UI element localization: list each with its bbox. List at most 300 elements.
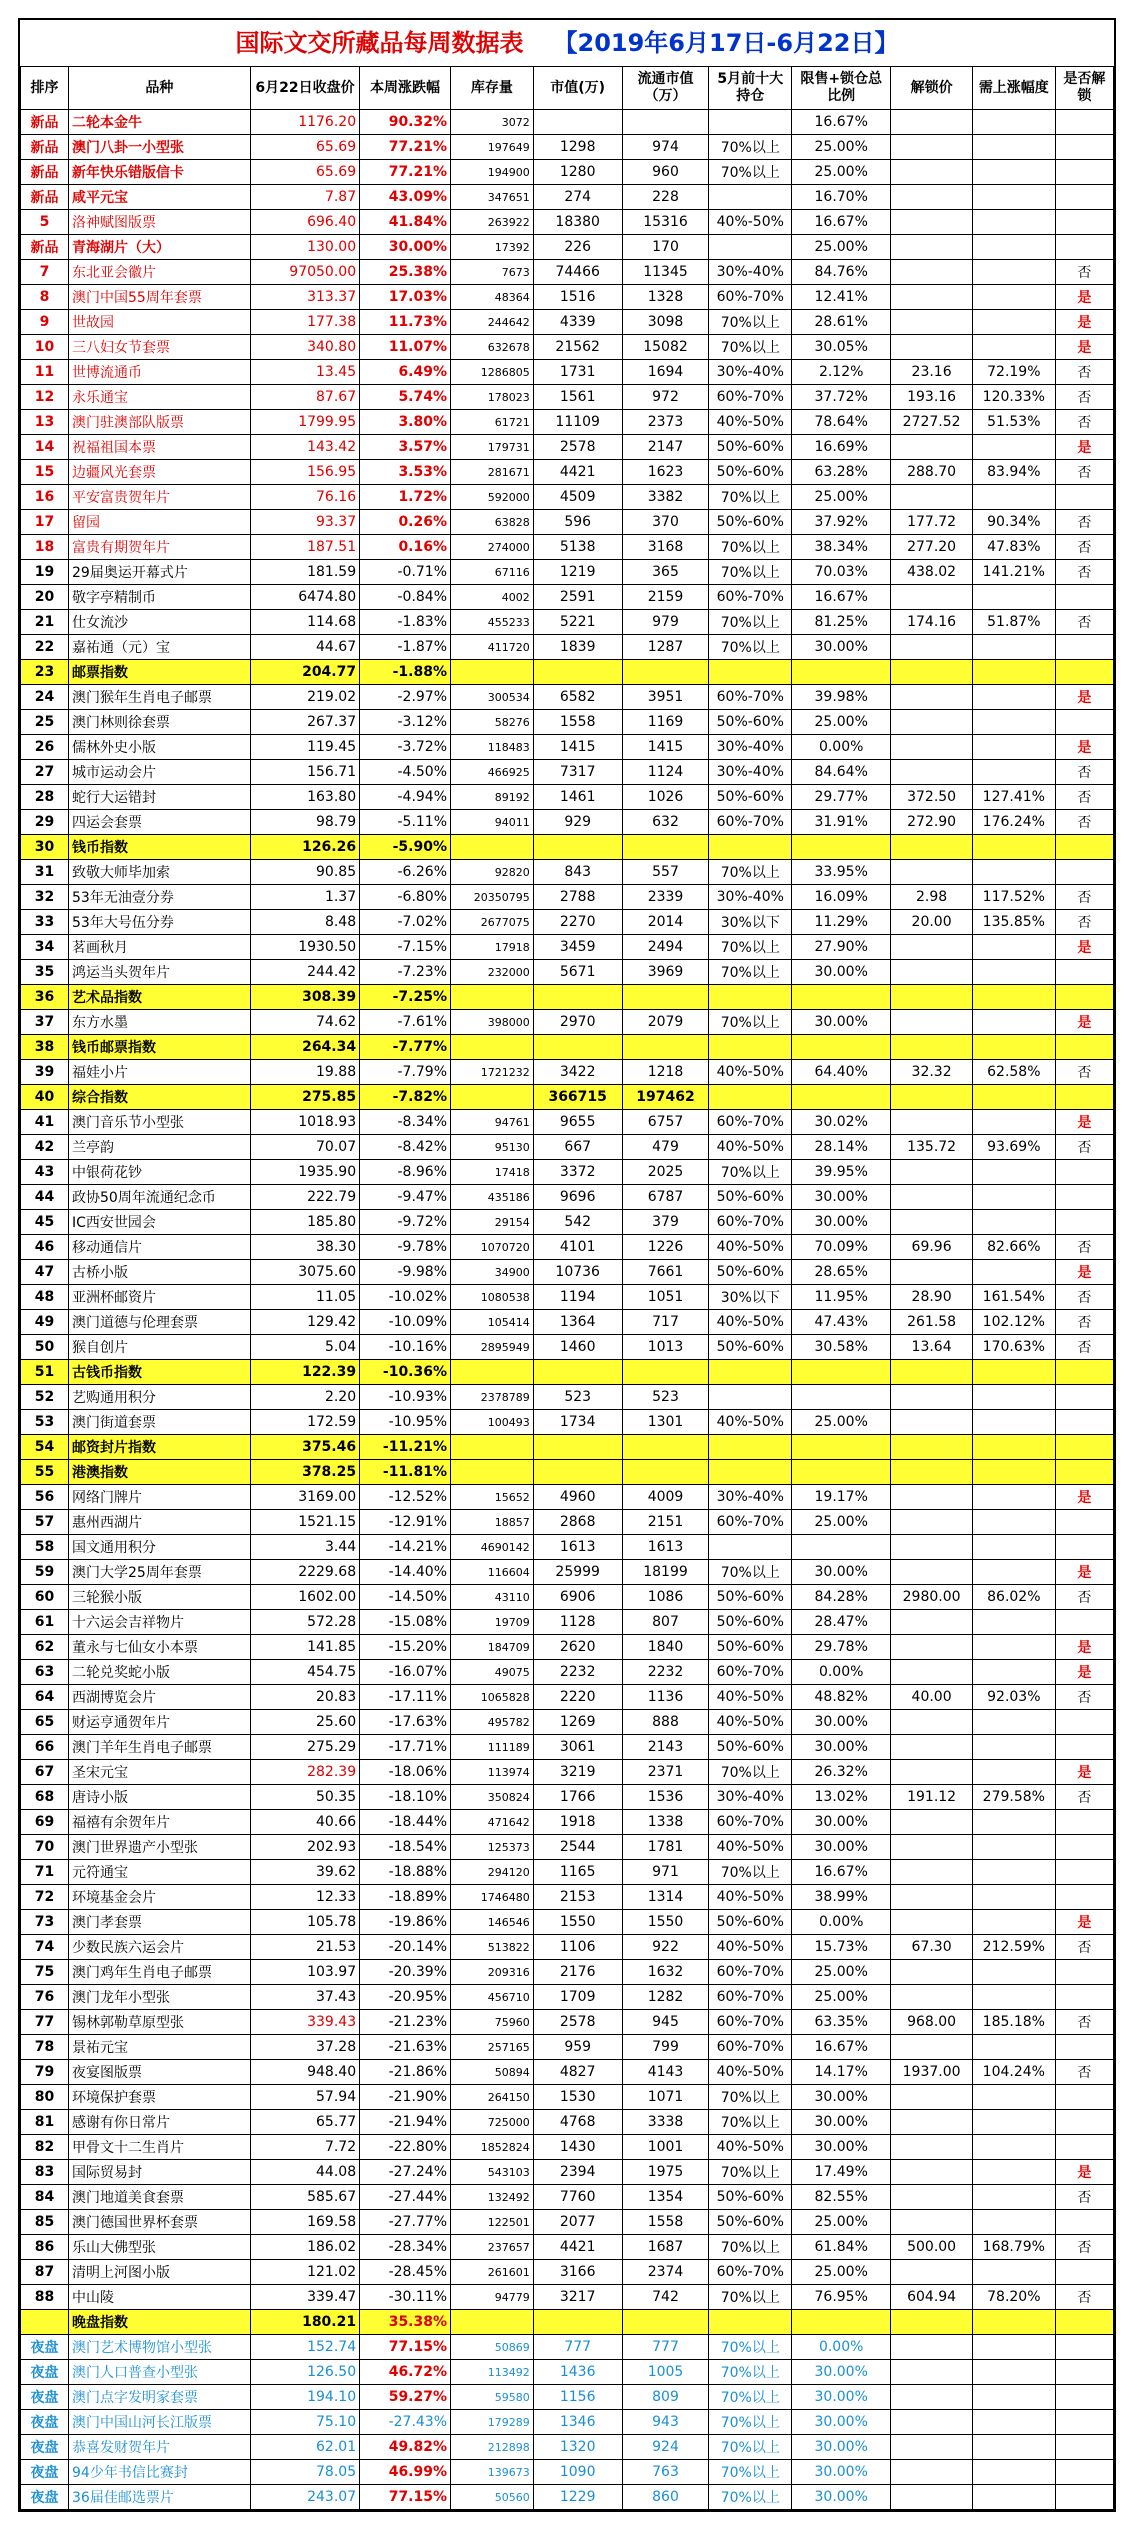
cell-name: 澳门羊年生肖电子邮票	[69, 1735, 251, 1760]
cell-top10-holdings: 70%以上	[709, 2435, 792, 2460]
cell-top10-holdings: 70%以上	[709, 2160, 792, 2185]
cell-top10-holdings: 70%以上	[709, 135, 792, 160]
cell-rank: 8	[21, 285, 69, 310]
cell-needed-rise: 51.53%	[972, 410, 1055, 435]
cell-close-price: 1930.50	[250, 935, 359, 960]
cell-name: 富贵有期贺年片	[69, 535, 251, 560]
cell-float-cap: 170	[622, 235, 709, 260]
cell-weekly-change: -7.15%	[360, 935, 451, 960]
cell-needed-rise	[972, 1760, 1055, 1785]
cell-lock-ratio: 17.49%	[792, 2160, 891, 2185]
cell-close-price: 21.53	[250, 1935, 359, 1960]
cell-stock: 113492	[451, 2360, 534, 2385]
cell-rank: 11	[21, 360, 69, 385]
cell-rank: 72	[21, 1885, 69, 1910]
table-row	[21, 1885, 1114, 1910]
cell-needed-rise: 127.41%	[972, 785, 1055, 810]
cell-unlock-price	[891, 2310, 973, 2335]
cell-market-cap: 2620	[533, 1635, 622, 1660]
cell-weekly-change: -11.81%	[360, 1460, 451, 1485]
cell-market-cap: 2270	[533, 910, 622, 935]
cell-market-cap: 1460	[533, 1335, 622, 1360]
table-row	[21, 585, 1114, 610]
cell-needed-rise: 78.20%	[972, 2285, 1055, 2310]
cell-unlock-price: 968.00	[891, 2010, 973, 2035]
cell-lock-ratio: 30.00%	[792, 2410, 891, 2435]
cell-stock: 1286805	[451, 360, 534, 385]
cell-name: 祝福祖国本票	[69, 435, 251, 460]
cell-needed-rise: 135.85%	[972, 910, 1055, 935]
cell-top10-holdings: 40%-50%	[709, 1835, 792, 1860]
cell-unlocked: 否	[1055, 460, 1113, 485]
cell-unlock-price	[891, 2435, 973, 2460]
cell-float-cap: 2143	[622, 1735, 709, 1760]
cell-unlock-price	[891, 2185, 973, 2210]
cell-needed-rise	[972, 2360, 1055, 2385]
cell-stock: 94779	[451, 2285, 534, 2310]
cell-stock: 125373	[451, 1835, 534, 1860]
cell-float-cap: 1026	[622, 785, 709, 810]
cell-weekly-change: -19.86%	[360, 1910, 451, 1935]
cell-market-cap: 1839	[533, 635, 622, 660]
cell-needed-rise	[972, 1885, 1055, 1910]
cell-close-price: 1935.90	[250, 1160, 359, 1185]
table-row	[21, 485, 1114, 510]
cell-market-cap: 523	[533, 1385, 622, 1410]
cell-top10-holdings: 30%-40%	[709, 760, 792, 785]
cell-weekly-change: 46.72%	[360, 2360, 451, 2385]
cell-lock-ratio: 30.00%	[792, 1835, 891, 1860]
cell-float-cap: 2494	[622, 935, 709, 960]
cell-stock: 48364	[451, 285, 534, 310]
cell-needed-rise	[972, 760, 1055, 785]
cell-rank: 52	[21, 1385, 69, 1410]
cell-rank: 41	[21, 1110, 69, 1135]
cell-float-cap: 979	[622, 610, 709, 635]
cell-lock-ratio	[792, 1085, 891, 1110]
cell-float-cap: 2371	[622, 1760, 709, 1785]
cell-name: 甲骨文十二生肖片	[69, 2135, 251, 2160]
cell-market-cap	[533, 2310, 622, 2335]
cell-rank: 新品	[21, 160, 69, 185]
cell-rank: 39	[21, 1060, 69, 1085]
cell-market-cap: 1709	[533, 1985, 622, 2010]
cell-lock-ratio: 63.35%	[792, 2010, 891, 2035]
cell-unlocked: 否	[1055, 2185, 1113, 2210]
cell-needed-rise	[972, 1735, 1055, 1760]
cell-lock-ratio: 16.67%	[792, 210, 891, 235]
header-lock-ratio: 限售+锁仓总比例	[792, 67, 891, 110]
cell-needed-rise: 86.02%	[972, 1585, 1055, 1610]
cell-stock: 4002	[451, 585, 534, 610]
cell-stock: 495782	[451, 1710, 534, 1735]
cell-unlock-price	[891, 310, 973, 335]
cell-top10-holdings: 50%-60%	[709, 785, 792, 810]
cell-unlocked: 是	[1055, 285, 1113, 310]
cell-float-cap: 763	[622, 2460, 709, 2485]
cell-lock-ratio	[792, 660, 891, 685]
cell-rank: 86	[21, 2235, 69, 2260]
cell-close-price: 39.62	[250, 1860, 359, 1885]
cell-close-price: 70.07	[250, 1135, 359, 1160]
cell-close-price: 121.02	[250, 2260, 359, 2285]
table-row	[21, 385, 1114, 410]
cell-top10-holdings: 70%以上	[709, 2335, 792, 2360]
cell-top10-holdings: 40%-50%	[709, 2060, 792, 2085]
cell-rank: 75	[21, 1960, 69, 1985]
cell-lock-ratio: 84.28%	[792, 1585, 891, 1610]
cell-unlock-price	[891, 2085, 973, 2110]
cell-top10-holdings: 30%-40%	[709, 260, 792, 285]
cell-top10-holdings: 50%-60%	[709, 710, 792, 735]
cell-rank: 29	[21, 810, 69, 835]
cell-market-cap: 1320	[533, 2435, 622, 2460]
cell-close-price: 1176.20	[250, 110, 359, 135]
cell-top10-holdings: 70%以上	[709, 860, 792, 885]
cell-market-cap: 1436	[533, 2360, 622, 2385]
cell-close-price: 1602.00	[250, 1585, 359, 1610]
cell-close-price: 308.39	[250, 985, 359, 1010]
cell-unlock-price	[891, 1510, 973, 1535]
cell-top10-holdings: 40%-50%	[709, 2135, 792, 2160]
cell-unlocked	[1055, 660, 1113, 685]
cell-unlock-price	[891, 2210, 973, 2235]
cell-top10-holdings: 40%-50%	[709, 1060, 792, 1085]
cell-unlock-price: 438.02	[891, 560, 973, 585]
cell-market-cap: 1613	[533, 1535, 622, 1560]
cell-unlocked	[1055, 2460, 1113, 2485]
table-row	[21, 1635, 1114, 1660]
cell-market-cap: 18380	[533, 210, 622, 235]
cell-close-price: 163.80	[250, 785, 359, 810]
cell-float-cap: 860	[622, 2485, 709, 2510]
cell-weekly-change: 3.57%	[360, 435, 451, 460]
cell-top10-holdings: 70%以上	[709, 1160, 792, 1185]
cell-unlocked: 否	[1055, 1135, 1113, 1160]
cell-float-cap: 557	[622, 860, 709, 885]
cell-top10-holdings: 50%-60%	[709, 1585, 792, 1610]
cell-float-cap	[622, 2310, 709, 2335]
cell-top10-holdings: 40%-50%	[709, 1685, 792, 1710]
sheet-title	[20, 20, 1114, 66]
cell-needed-rise	[972, 1510, 1055, 1535]
cell-market-cap: 3219	[533, 1760, 622, 1785]
cell-close-price: 19.88	[250, 1060, 359, 1085]
cell-weekly-change: 59.27%	[360, 2385, 451, 2410]
cell-weekly-change: 90.32%	[360, 110, 451, 135]
cell-rank: 夜盘	[21, 2410, 69, 2435]
table-row	[21, 360, 1114, 385]
cell-name: 平安富贵贺年片	[69, 485, 251, 510]
cell-name: 澳门德国世界杯套票	[69, 2210, 251, 2235]
cell-unlocked	[1055, 2210, 1113, 2235]
cell-close-price: 57.94	[250, 2085, 359, 2110]
index-row	[21, 660, 1114, 685]
cell-weekly-change: 41.84%	[360, 210, 451, 235]
cell-float-cap: 1550	[622, 1910, 709, 1935]
cell-weekly-change: -27.77%	[360, 2210, 451, 2235]
cell-unlock-price	[891, 1910, 973, 1935]
cell-stock: 111189	[451, 1735, 534, 1760]
cell-weekly-change: 77.21%	[360, 160, 451, 185]
table-row	[21, 135, 1114, 160]
cell-close-price: 62.01	[250, 2435, 359, 2460]
cell-stock: 212898	[451, 2435, 534, 2460]
cell-name: 澳门点字发明家套票	[69, 2385, 251, 2410]
cell-stock: 59580	[451, 2385, 534, 2410]
cell-top10-holdings: 50%-60%	[709, 1910, 792, 1935]
cell-unlock-price	[891, 135, 973, 160]
cell-float-cap: 6787	[622, 1185, 709, 1210]
cell-unlocked: 否	[1055, 1235, 1113, 1260]
index-row	[21, 1460, 1114, 1485]
cell-lock-ratio: 30.02%	[792, 1110, 891, 1135]
table-row	[21, 1285, 1114, 1310]
cell-name: 三轮猴小版	[69, 1585, 251, 1610]
cell-unlock-price	[891, 1260, 973, 1285]
cell-stock: 2378789	[451, 1385, 534, 1410]
cell-float-cap: 807	[622, 1610, 709, 1635]
cell-top10-holdings: 60%-70%	[709, 1110, 792, 1135]
cell-needed-rise	[972, 1085, 1055, 1110]
cell-unlock-price	[891, 1185, 973, 1210]
cell-unlock-price: 272.90	[891, 810, 973, 835]
cell-needed-rise: 104.24%	[972, 2060, 1055, 2085]
cell-unlocked	[1055, 635, 1113, 660]
cell-stock: 179289	[451, 2410, 534, 2435]
cell-name: 港澳指数	[69, 1460, 251, 1485]
cell-lock-ratio: 16.67%	[792, 1860, 891, 1885]
cell-rank: 24	[21, 685, 69, 710]
cell-weekly-change: 77.15%	[360, 2335, 451, 2360]
cell-top10-holdings: 40%-50%	[709, 1410, 792, 1435]
cell-market-cap: 1918	[533, 1810, 622, 1835]
cell-lock-ratio: 25.00%	[792, 160, 891, 185]
cell-close-price: 204.77	[250, 660, 359, 685]
cell-rank: 69	[21, 1810, 69, 1835]
header-stock: 库存量	[451, 67, 534, 110]
table-row	[21, 2160, 1114, 2185]
table-row	[21, 1160, 1114, 1185]
cell-unlock-price	[891, 735, 973, 760]
cell-weekly-change: -8.96%	[360, 1160, 451, 1185]
table-row	[21, 1735, 1114, 1760]
cell-needed-rise: 82.66%	[972, 1235, 1055, 1260]
table-row	[21, 910, 1114, 935]
cell-weekly-change: -18.44%	[360, 1810, 451, 1835]
cell-market-cap: 2176	[533, 1960, 622, 1985]
cell-lock-ratio: 28.47%	[792, 1610, 891, 1635]
cell-lock-ratio: 82.55%	[792, 2185, 891, 2210]
cell-lock-ratio: 14.17%	[792, 2060, 891, 2085]
cell-stock: 257165	[451, 2035, 534, 2060]
cell-needed-rise	[972, 835, 1055, 860]
cell-close-price: 44.08	[250, 2160, 359, 2185]
cell-lock-ratio: 38.34%	[792, 535, 891, 560]
cell-rank: 66	[21, 1735, 69, 1760]
cell-float-cap: 370	[622, 510, 709, 535]
cell-unlocked	[1055, 2435, 1113, 2460]
cell-rank: 70	[21, 1835, 69, 1860]
cell-needed-rise	[972, 2460, 1055, 2485]
cell-stock: 281671	[451, 460, 534, 485]
cell-rank: 夜盘	[21, 2460, 69, 2485]
cell-float-cap	[622, 1435, 709, 1460]
cell-name: 亚洲杯邮资片	[69, 1285, 251, 1310]
cell-lock-ratio: 78.64%	[792, 410, 891, 435]
cell-unlock-price	[891, 2135, 973, 2160]
cell-lock-ratio: 84.76%	[792, 260, 891, 285]
cell-weekly-change: -28.34%	[360, 2235, 451, 2260]
cell-rank: 58	[21, 1535, 69, 1560]
cell-top10-holdings: 60%-70%	[709, 810, 792, 835]
cell-needed-rise	[972, 2260, 1055, 2285]
cell-name: 中银荷花钞	[69, 1160, 251, 1185]
cell-needed-rise	[972, 935, 1055, 960]
cell-weekly-change: -7.25%	[360, 985, 451, 1010]
cell-name: 综合指数	[69, 1085, 251, 1110]
cell-unlocked	[1055, 1160, 1113, 1185]
cell-name: 福禧有余贺年片	[69, 1810, 251, 1835]
cell-needed-rise	[972, 585, 1055, 610]
cell-unlocked: 否	[1055, 560, 1113, 585]
cell-lock-ratio	[792, 1460, 891, 1485]
cell-unlocked	[1055, 1860, 1113, 1885]
data-table	[20, 66, 1114, 2510]
cell-lock-ratio: 25.00%	[792, 485, 891, 510]
cell-lock-ratio: 16.67%	[792, 585, 891, 610]
cell-float-cap: 15082	[622, 335, 709, 360]
header-top10-holdings: 5月前十大持仓	[709, 67, 792, 110]
cell-unlocked	[1055, 2085, 1113, 2110]
cell-unlock-price	[891, 2385, 973, 2410]
cell-rank: 44	[21, 1185, 69, 1210]
cell-name: 东北亚会徽片	[69, 260, 251, 285]
cell-stock: 4690142	[451, 1535, 534, 1560]
table-row	[21, 785, 1114, 810]
cell-needed-rise: 102.12%	[972, 1310, 1055, 1335]
cell-float-cap	[622, 660, 709, 685]
cell-close-price: 122.39	[250, 1360, 359, 1385]
cell-stock: 29154	[451, 1210, 534, 1235]
cell-weekly-change: -9.98%	[360, 1260, 451, 1285]
cell-unlock-price	[891, 285, 973, 310]
table-row	[21, 1560, 1114, 1585]
cell-weekly-change: 0.16%	[360, 535, 451, 560]
cell-market-cap: 274	[533, 185, 622, 210]
cell-weekly-change: 11.73%	[360, 310, 451, 335]
cell-needed-rise	[972, 860, 1055, 885]
cell-close-price: 98.79	[250, 810, 359, 835]
cell-top10-holdings	[709, 1035, 792, 1060]
cell-weekly-change: -3.72%	[360, 735, 451, 760]
cell-weekly-change: 30.00%	[360, 235, 451, 260]
cell-unlock-price	[891, 160, 973, 185]
cell-rank: 17	[21, 510, 69, 535]
cell-top10-holdings: 30%-40%	[709, 1485, 792, 1510]
cell-close-price: 267.37	[250, 710, 359, 735]
cell-float-cap: 945	[622, 2010, 709, 2035]
cell-float-cap: 2079	[622, 1010, 709, 1035]
cell-weekly-change: -30.11%	[360, 2285, 451, 2310]
cell-top10-holdings: 60%-70%	[709, 685, 792, 710]
cell-close-price: 114.68	[250, 610, 359, 635]
cell-weekly-change: -4.94%	[360, 785, 451, 810]
cell-weekly-change: -5.90%	[360, 835, 451, 860]
cell-stock: 49075	[451, 1660, 534, 1685]
cell-market-cap: 1194	[533, 1285, 622, 1310]
cell-unlocked	[1055, 2310, 1113, 2335]
cell-top10-holdings: 40%-50%	[709, 210, 792, 235]
cell-float-cap: 2147	[622, 435, 709, 460]
cell-stock: 244642	[451, 310, 534, 335]
cell-lock-ratio: 38.99%	[792, 1885, 891, 1910]
cell-rank: 67	[21, 1760, 69, 1785]
cell-unlock-price	[891, 710, 973, 735]
cell-float-cap	[622, 985, 709, 1010]
cell-unlock-price	[891, 985, 973, 1010]
cell-name: 古桥小版	[69, 1260, 251, 1285]
cell-stock: 179731	[451, 435, 534, 460]
cell-rank: 23	[21, 660, 69, 685]
cell-close-price: 129.42	[250, 1310, 359, 1335]
cell-needed-rise	[972, 285, 1055, 310]
cell-close-price: 74.62	[250, 1010, 359, 1035]
cell-unlocked	[1055, 1410, 1113, 1435]
cell-weekly-change: -22.80%	[360, 2135, 451, 2160]
cell-market-cap: 9696	[533, 1185, 622, 1210]
cell-stock: 105414	[451, 1310, 534, 1335]
cell-unlocked	[1055, 985, 1113, 1010]
cell-rank: 79	[21, 2060, 69, 2085]
cell-name: 三八妇女节套票	[69, 335, 251, 360]
cell-unlocked: 否	[1055, 410, 1113, 435]
cell-needed-rise	[972, 1460, 1055, 1485]
cell-unlock-price	[891, 660, 973, 685]
cell-market-cap: 11109	[533, 410, 622, 435]
cell-close-price: 3075.60	[250, 1260, 359, 1285]
cell-market-cap: 3166	[533, 2260, 622, 2285]
cell-lock-ratio: 25.00%	[792, 2260, 891, 2285]
header-weekly-change: 本周涨跌幅	[360, 67, 451, 110]
cell-needed-rise: 176.24%	[972, 810, 1055, 835]
cell-unlock-price	[891, 1610, 973, 1635]
cell-float-cap: 1282	[622, 1985, 709, 2010]
cell-float-cap: 3969	[622, 960, 709, 985]
cell-top10-holdings: 70%以上	[709, 310, 792, 335]
cell-name: 澳门孝套票	[69, 1910, 251, 1935]
cell-float-cap: 1687	[622, 2235, 709, 2260]
cell-stock: 146546	[451, 1910, 534, 1935]
table-row	[21, 1985, 1114, 2010]
cell-stock: 118483	[451, 735, 534, 760]
cell-rank: 夜盘	[21, 2435, 69, 2460]
cell-needed-rise	[972, 335, 1055, 360]
cell-weekly-change: -8.42%	[360, 1135, 451, 1160]
cell-weekly-change: 6.49%	[360, 360, 451, 385]
cell-weekly-change: -27.43%	[360, 2410, 451, 2435]
cell-unlocked	[1055, 1085, 1113, 1110]
cell-stock: 197649	[451, 135, 534, 160]
cell-lock-ratio: 16.70%	[792, 185, 891, 210]
cell-top10-holdings: 50%-60%	[709, 1185, 792, 1210]
cell-close-price: 126.26	[250, 835, 359, 860]
cell-market-cap	[533, 660, 622, 685]
cell-rank: 19	[21, 560, 69, 585]
cell-close-price: 152.74	[250, 2335, 359, 2360]
cell-name: 澳门八卦一小型张	[69, 135, 251, 160]
cell-needed-rise	[972, 2035, 1055, 2060]
